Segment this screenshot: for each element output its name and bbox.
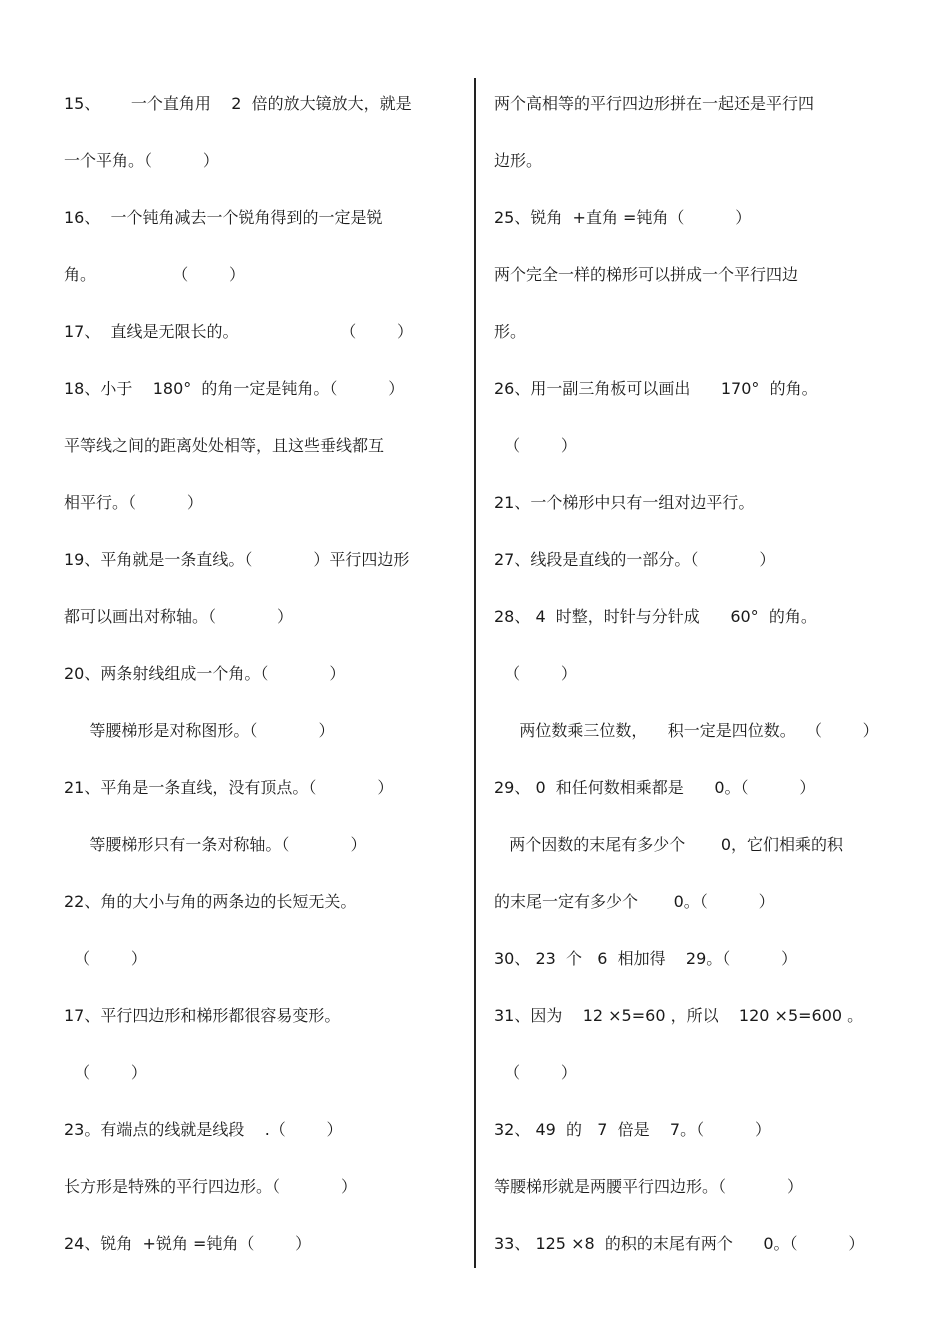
question-line: （ ） (494, 1063, 577, 1082)
left-column (64, 90, 464, 1287)
question-line: 21、一个梯形中只有一组对边平行。 (494, 493, 755, 512)
question-line: 两个完全一样的梯形可以拼成一个平行四边 (494, 265, 799, 284)
question-line: 25、锐角 +直角 =钝角（ ） (494, 208, 752, 227)
question-line: 等腰梯形是对称图形。（ ） (64, 721, 335, 740)
question-line: 21、平角是一条直线，没有顶点。（ ） (64, 778, 394, 797)
question-line: （ ） (64, 1063, 147, 1082)
question-line: （ ） (494, 664, 577, 683)
question-line: 两位数乘三位数， 积一定是四位数。 （ ） (494, 721, 879, 740)
column-divider (474, 78, 476, 1268)
question-line: 长方形是特殊的平行四边形。（ ） (64, 1177, 358, 1196)
question-line: 角。 （ ） (64, 265, 245, 284)
question-line: 都可以画出对称轴。（ ） (64, 607, 294, 626)
question-line: 17、 直线是无限长的。 （ ） (64, 322, 413, 341)
question-line: （ ） (494, 436, 577, 455)
question-line: 28、 4 时整，时针与分针成 60° 的角。 (494, 607, 817, 626)
question-line: 24、锐角 +锐角 =钝角（ ） (64, 1234, 312, 1253)
question-line: 边形。 (494, 151, 543, 170)
question-line: 的末尾一定有多少个 0。（ ） (494, 892, 775, 911)
question-line: 两个因数的末尾有多少个 0，它们相乘的积 (494, 835, 844, 854)
question-line: 30、 23 个 6 相加得 29。（ ） (494, 949, 798, 968)
question-line: 26、用一副三角板可以画出 170° 的角。 (494, 379, 818, 398)
question-line: 27、线段是直线的一部分。（ ） (494, 550, 776, 569)
question-line: （ ） (64, 949, 147, 968)
question-line: 15、 一个直角用 2 倍的放大镜放大，就是 (64, 94, 412, 113)
question-line: 19、平角就是一条直线。（ ）平行四边形 (64, 550, 410, 569)
question-line: 等腰梯形就是两腰平行四边形。（ ） (494, 1177, 804, 1196)
question-line: 平等线之间的距离处处相等，且这些垂线都互 (64, 436, 385, 455)
question-line: 22、角的大小与角的两条边的长短无关。 (64, 892, 357, 911)
question-line: 16、 一个钝角减去一个锐角得到的一定是锐 (64, 208, 383, 227)
question-line: 32、 49 的 7 倍是 7。（ ） (494, 1120, 771, 1139)
question-line: 29、 0 和任何数相乘都是 0。（ ） (494, 778, 816, 797)
question-line: 17、平行四边形和梯形都很容易变形。 (64, 1006, 341, 1025)
right-column (494, 90, 944, 1287)
question-line: 18、小于 180° 的角一定是钝角。（ ） (64, 379, 405, 398)
question-line: 31、因为 12 ×5=60 ，所以 120 ×5=600 。 (494, 1006, 864, 1025)
question-line: 形。 (494, 322, 527, 341)
question-line: 20、两条射线组成一个角。（ ） (64, 664, 346, 683)
question-line: 两个高相等的平行四边形拼在一起还是平行四 (494, 94, 815, 113)
question-line: 等腰梯形只有一条对称轴。（ ） (64, 835, 367, 854)
question-line: 一个平角。（ ） (64, 151, 219, 170)
question-line: 23。有端点的线就是线段 .（ ） (64, 1120, 343, 1139)
question-line: 相平行。（ ） (64, 493, 203, 512)
question-line: 33、 125 ×8 的积的末尾有两个 0。（ ） (494, 1234, 865, 1253)
